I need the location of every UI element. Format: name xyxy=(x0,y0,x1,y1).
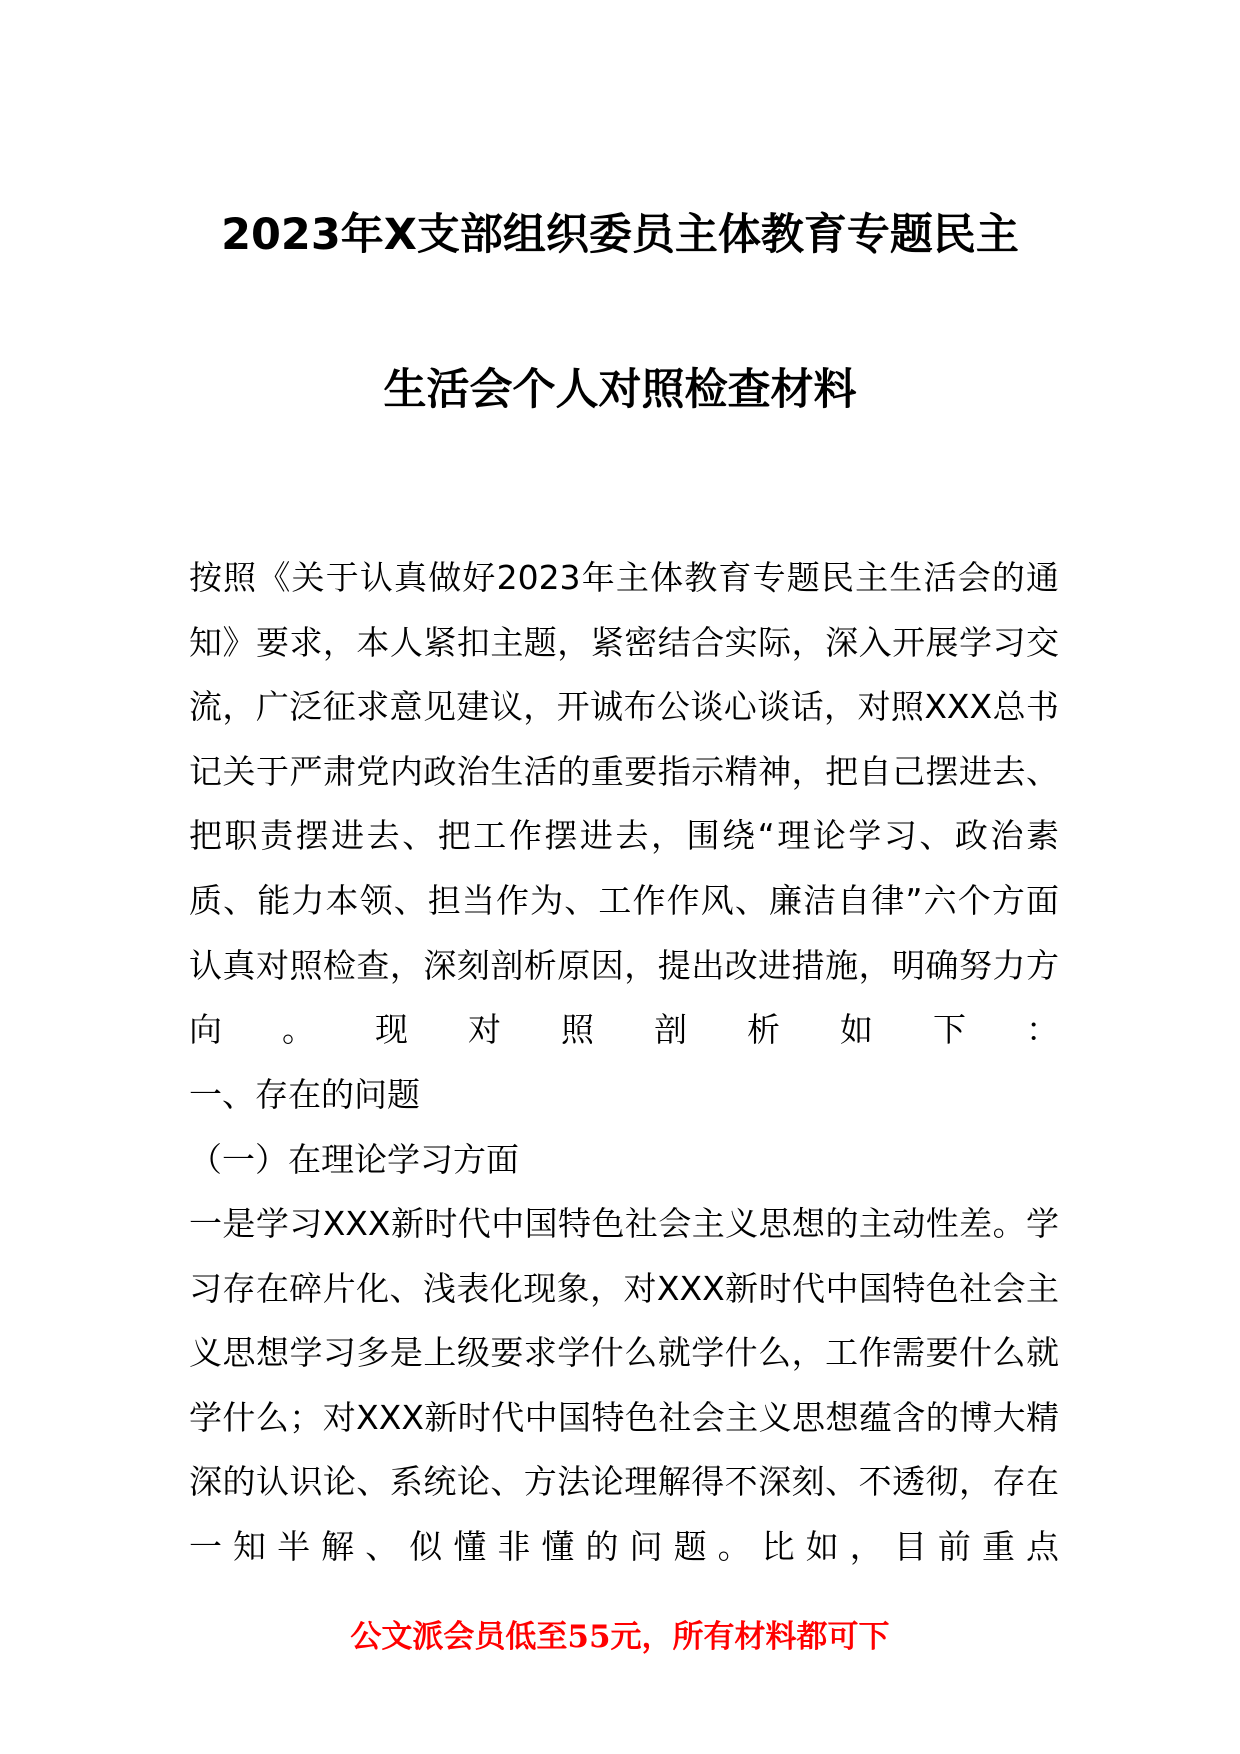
point-paragraph: 一是学习XXX新时代中国特色社会主义思想的主动性差。学习存在碎片化、浅表化现象，对XXX新时代中国特色社会主义思想学习多是上级要求学什么就学什么，工作需要什么就学什么；对XXX新时代中国特色社会主义思想蕴含的博大精深的认识论、系统论、方法论理解得不深刻、不透彻，存在一知半解、似懂非懂的问题。比如，目前重点 xyxy=(189,1204,1059,1566)
subsection-heading: （一）在理论学习方面 xyxy=(189,1140,519,1179)
promo-footer: 公文派会员低至55元，所有材料都可下 xyxy=(350,1619,890,1655)
section-heading: 一、存在的问题 xyxy=(189,1075,420,1114)
document-title-line-2: 生活会个人对照检查材料 xyxy=(383,365,857,415)
intro-paragraph: 按照《关于认真做好2023年主体教育专题民主生活会的通知》要求，本人紧扣主题，紧密结合实际，深入开展学习交流，广泛征求意见建议，开诚布公谈心谈话，对照XXX总书记关于严肃党内政治生活的重要指示精神，把自己摆进去、把职责摆进去、把工作摆进去，围绕“理论学习、政治素质、能力本领、担当作为、工作作风、廉洁自律”六个方面认真对照检查，深刻剖析原因，提出改进措施，明确努力方向。现对照剖析如下： xyxy=(189,558,1059,1050)
document-title-line-1: 2023年X支部组织委员主体教育专题民主 xyxy=(221,210,1019,260)
